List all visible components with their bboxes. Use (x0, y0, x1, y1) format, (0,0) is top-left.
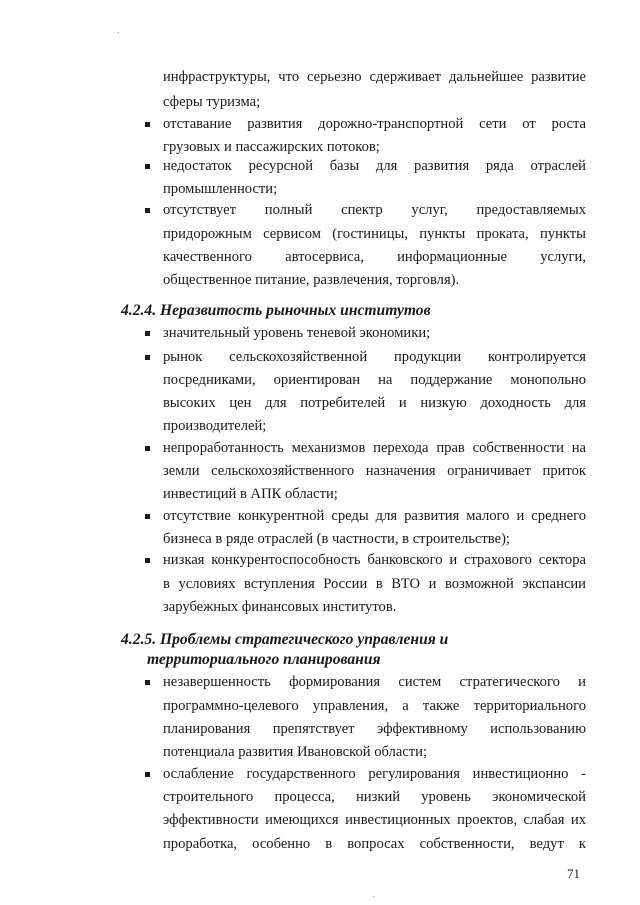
list1-item2-line1: недостаток ресурсной базы для развития ряда отраслей (163, 158, 586, 174)
bullet-marker (145, 446, 150, 451)
bullet-marker (145, 680, 150, 685)
list2-item2-line1: рынок сельскохозяйственной продукции контролируется (163, 349, 586, 365)
section-heading-425-line2: территориального планирования (147, 651, 381, 668)
list2-item1-line1: значительный уровень теневой экономики; (163, 325, 431, 341)
bullet-marker (145, 164, 150, 169)
list3-item2-line2: строительного процесса, низкий уровень экономической (163, 789, 586, 805)
list1-item1-line1: отставание развития дорожно-транспортной сети от роста (163, 116, 586, 132)
list1-item1-line2: грузовых и пассажирских потоков; (163, 139, 380, 155)
list2-item4-line1: отсутствие конкурентной среды для развития малого и среднего (163, 508, 586, 524)
intro-line-2: сферы туризма; (163, 94, 261, 110)
list3-item2-line1: ослабление государственного регулирования инвестиционно - (163, 766, 586, 782)
list1-item3-line3: качественного автосервиса, информационные услуги, (163, 249, 586, 265)
list3-item2-line3: эффективности имеющихся инвестиционных проектов, слабая их (163, 812, 586, 828)
list1-item3-line1: отсутствует полный спектр услуг, предоставляемых (163, 202, 586, 218)
list3-item2-line4: проработка, особенно в вопросах собственности, ведут к (163, 836, 586, 852)
scan-speck (373, 896, 374, 897)
list2-item2-line3: высоких цен для потребителей и низкую доходность для (163, 395, 586, 411)
bullet-marker (145, 122, 150, 127)
list1-item2-line2: промышленности; (163, 181, 278, 197)
list2-item2-line2: посредниками, ориентирован на поддержание монопольно (163, 372, 586, 388)
section-heading-424: 4.2.4. Неразвитость рыночных институтов (121, 302, 431, 319)
list1-item3-line4: общественное питание, развлечения, торговля). (163, 272, 460, 288)
list2-item2-line4: производителей; (163, 418, 267, 434)
list2-item3-line2: земли сельскохозяйственного назначения ограничивает приток (163, 463, 586, 479)
bullet-marker (145, 331, 150, 336)
list3-item1-line3: планирования препятствует эффективному использованию (163, 721, 586, 737)
bullet-marker (145, 514, 150, 519)
list3-item1-line2: программно-целевого управления, а также территориального (163, 698, 586, 714)
page-number: 71 (567, 866, 580, 881)
section-heading-425-line1: 4.2.5. Проблемы стратегического управления и (121, 631, 449, 648)
list2-item3-line1: непроработанность механизмов перехода прав собственности на (163, 440, 586, 456)
list2-item5-line3: зарубежных финансовых институтов. (163, 599, 397, 615)
bullet-marker (145, 355, 150, 360)
list2-item5-line1: низкая конкурентоспособность банковского и страхового сектора (163, 552, 586, 568)
scan-speck (118, 32, 119, 33)
list3-item1-line1: незавершенность формирования систем стратегического и (163, 674, 586, 690)
list3-item1-line4: потенциала развития Ивановской области; (163, 744, 428, 760)
bullet-marker (145, 208, 150, 213)
list2-item3-line3: инвестиций в АПК области; (163, 486, 338, 502)
list2-item4-line2: бизнеса в ряде отраслей (в частности, в строительстве); (163, 531, 510, 547)
bullet-marker (145, 772, 150, 777)
intro-line-1: инфраструктуры, что серьезно сдерживает дальнейшее развитие (163, 69, 586, 85)
list2-item5-line2: в условиях вступления России в ВТО и возможной экспансии (163, 576, 586, 592)
list1-item3-line2: придорожным сервисом (гостиницы, пункты проката, пункты (163, 226, 586, 242)
bullet-marker (145, 558, 150, 563)
